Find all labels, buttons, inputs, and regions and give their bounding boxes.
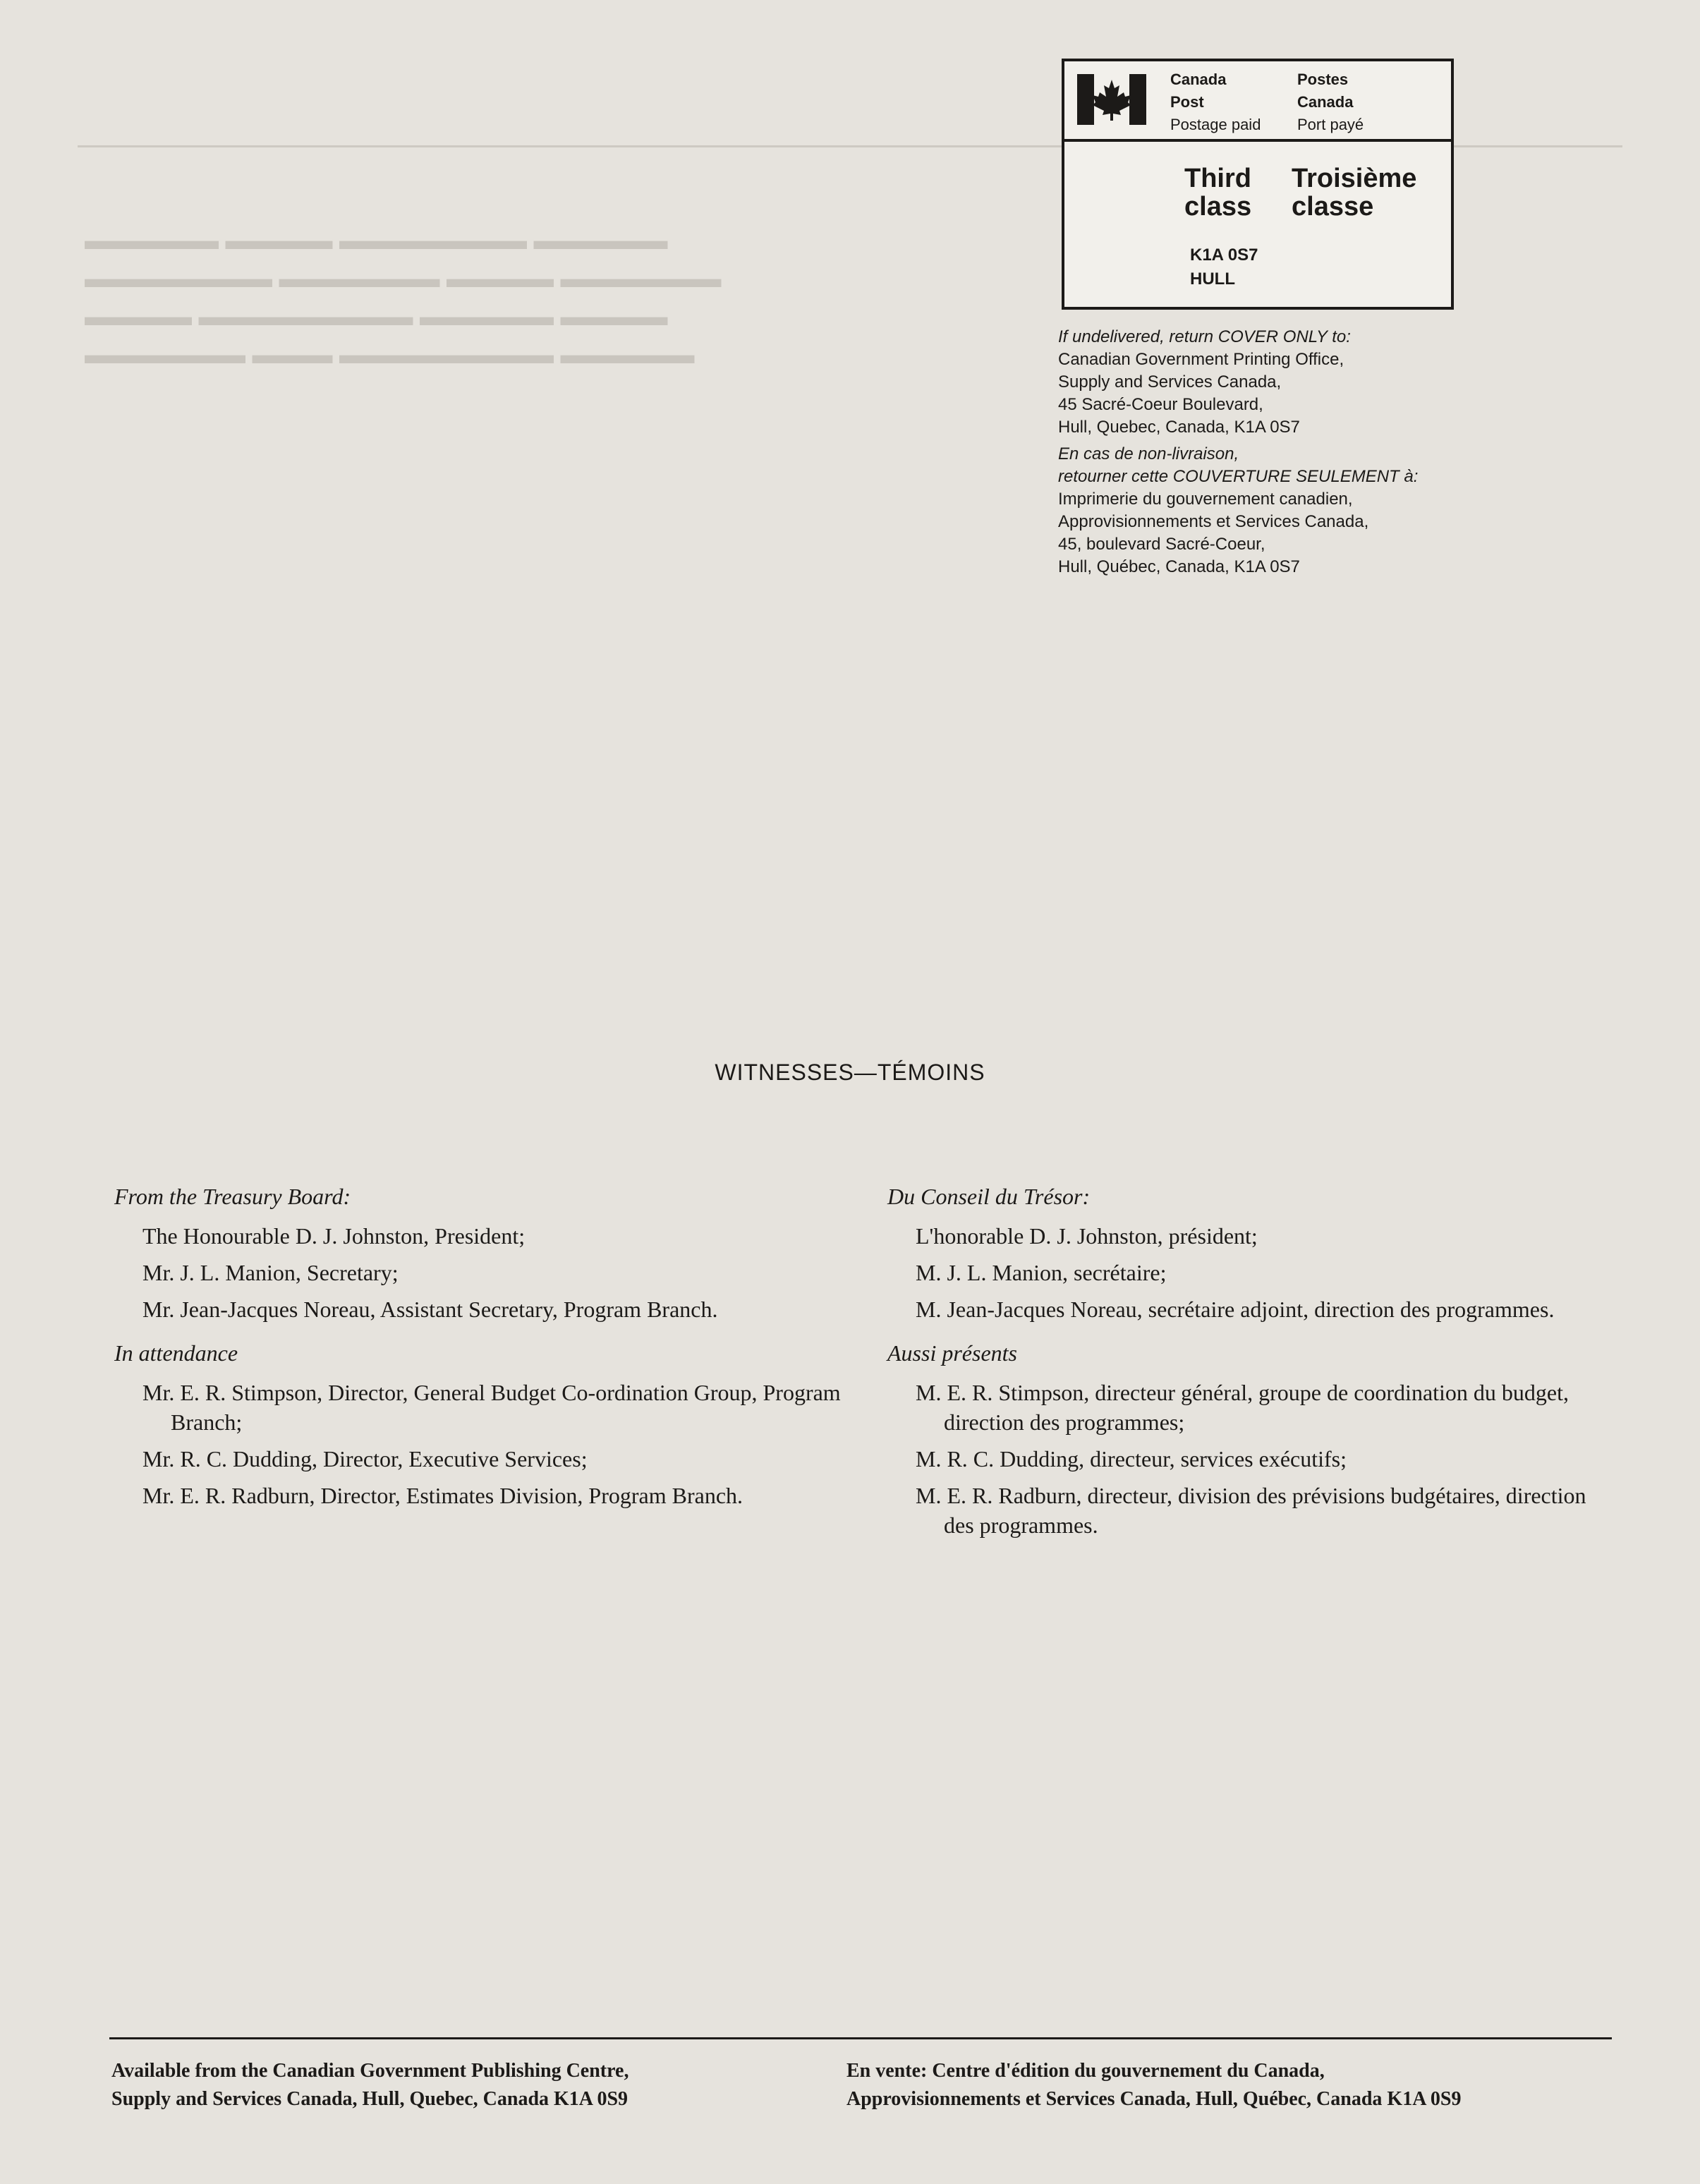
postal-country-fr: Canada xyxy=(1297,93,1354,111)
footer-availability-fr xyxy=(846,2057,1461,2113)
postal-french xyxy=(1297,68,1364,136)
mail-class xyxy=(1184,164,1417,222)
witness-entry: Mr. E. R. Stimpson, Director, General Budget Co-ordination Group, Program Branch; xyxy=(142,1380,841,1435)
return-en-line: Supply and Services Canada, xyxy=(1058,372,1282,392)
postal-indicia xyxy=(1062,59,1454,310)
postal-country-en: Canada xyxy=(1170,71,1227,88)
footer-fr-line: En vente: Centre d'édition du gouvernement du Canada, xyxy=(846,2060,1325,2082)
witnesses-english-column xyxy=(114,1182,848,1517)
return-address xyxy=(1058,326,1495,578)
witnesses-title: WITNESSES—TÉMOINS xyxy=(715,1060,985,1085)
postage-paid-fr: Port payé xyxy=(1297,116,1364,133)
postage-paid-en: Postage paid xyxy=(1170,116,1261,133)
witness-entry: Mr. R. C. Dudding, Director, Executive Services; xyxy=(142,1446,588,1472)
postal-city: HULL xyxy=(1190,269,1235,289)
postal-service-en: Post xyxy=(1170,93,1204,111)
witness-entry: Mr. E. R. Radburn, Director, Estimates Division, Program Branch. xyxy=(142,1483,743,1508)
witness-entry: M. J. L. Manion, secrétaire; xyxy=(916,1260,1167,1285)
footer-en-line: Supply and Services Canada, Hull, Quebec, Canada K1A 0S9 xyxy=(111,2088,629,2110)
footer-availability-en xyxy=(111,2057,629,2113)
section-heading: Du Conseil du Trésor: xyxy=(887,1184,1091,1209)
mail-class-fr-1: Troisième xyxy=(1292,164,1417,193)
witnesses-french-column xyxy=(887,1182,1621,1547)
witness-entry: Mr. J. L. Manion, Secretary; xyxy=(142,1260,399,1285)
mail-class-fr xyxy=(1292,164,1416,221)
section-heading: In attendance xyxy=(114,1340,238,1366)
return-fr-line: Approvisionnements et Services Canada, xyxy=(1058,512,1369,531)
bleed-through-texture: ▬▬▬▬▬ ▬▬▬▬ ▬▬▬▬▬▬▬ ▬▬▬▬▬ ▬▬▬▬▬▬▬ ▬▬▬▬▬▬ ▬▬▬▬ ▬▬▬▬▬▬ ▬▬▬▬ ▬▬▬▬▬▬▬▬ ▬▬▬▬▬ ▬▬▬▬ ▬▬▬▬▬▬ ▬▬▬ ▬▬▬▬▬▬▬▬ ▬▬▬▬▬ xyxy=(85,226,722,370)
footer-fr-line: Approvisionnements et Services Canada, Hull, Québec, Canada K1A 0S9 xyxy=(846,2088,1462,2110)
mail-class-fr-2: classe xyxy=(1292,192,1374,222)
witness-entry: M. Jean-Jacques Noreau, secrétaire adjoint, direction des programmes. xyxy=(916,1297,1555,1322)
section-heading: Aussi présents xyxy=(887,1340,1017,1366)
return-en-line: If undelivered, return COVER ONLY to: xyxy=(1058,327,1351,346)
return-en-line: Canadian Government Printing Office, xyxy=(1058,350,1344,369)
footer-en-line: Available from the Canadian Government Publishing Centre, xyxy=(111,2060,629,2082)
witness-entry: The Honourable D. J. Johnston, President; xyxy=(142,1223,526,1249)
witness-entry: Mr. Jean-Jacques Noreau, Assistant Secretary, Program Branch. xyxy=(142,1297,718,1322)
return-en-line: 45 Sacré-Coeur Boulevard, xyxy=(1058,395,1263,414)
return-fr-line: En cas de non-livraison, xyxy=(1058,444,1239,463)
mail-class-en-1: Third xyxy=(1184,164,1251,193)
witness-entry: M. E. R. Radburn, directeur, division des prévisions budgétaires, direction des programmes. xyxy=(916,1483,1586,1538)
return-fr-line: Imprimerie du gouvernement canadien, xyxy=(1058,490,1353,509)
return-fr-line: 45, boulevard Sacré-Coeur, xyxy=(1058,535,1265,554)
return-fr-line: Hull, Québec, Canada, K1A 0S7 xyxy=(1058,557,1300,576)
witness-entry: M. E. R. Stimpson, directeur général, groupe de coordination du budget, direction des programmes; xyxy=(916,1380,1570,1435)
postal-english xyxy=(1170,68,1261,136)
return-fr-line: retourner cette COUVERTURE SEULEMENT à: xyxy=(1058,467,1419,486)
witness-entry: L'honorable D. J. Johnston, président; xyxy=(916,1223,1258,1249)
footer-divider xyxy=(109,2037,1612,2039)
postal-service-fr: Postes xyxy=(1297,71,1349,88)
postal-code: K1A 0S7 xyxy=(1190,245,1258,265)
postal-destination xyxy=(1190,243,1258,291)
canada-flag-icon xyxy=(1077,74,1146,125)
witness-entry: M. R. C. Dudding, directeur, services exécutifs; xyxy=(916,1446,1347,1472)
return-en-line: Hull, Quebec, Canada, K1A 0S7 xyxy=(1058,418,1300,437)
mail-class-en-2: class xyxy=(1184,192,1252,222)
postal-indicia-header xyxy=(1064,61,1451,142)
section-heading: From the Treasury Board: xyxy=(114,1184,351,1209)
